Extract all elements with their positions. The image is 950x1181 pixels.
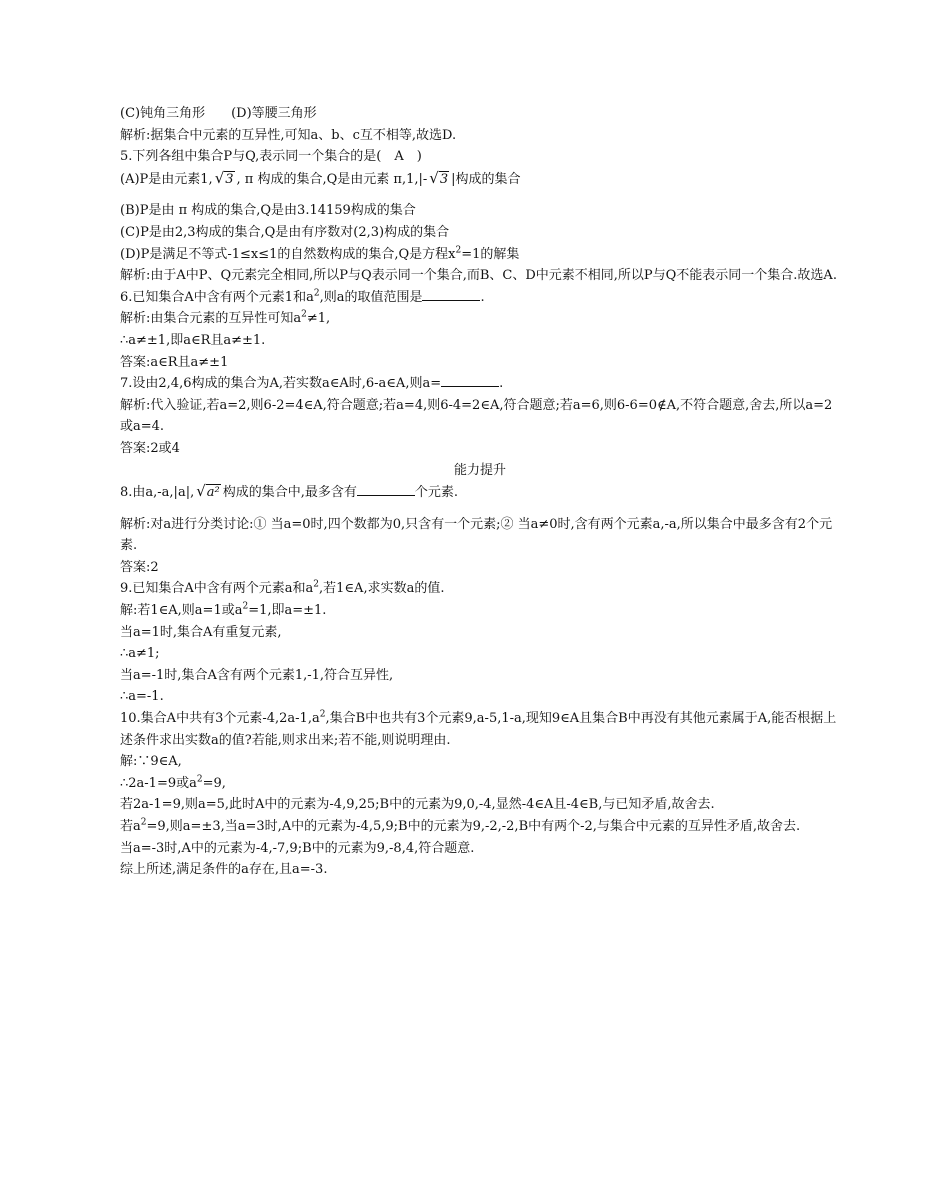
analysis-6: 解析:由集合元素的互异性可知$a^2\ne 1$, xyxy=(120,310,331,327)
text-line: 若2a-1=9,则a=5,此时A中的元素为-4,9,25;B中的元素为9,0,-4,显然-4∈A且-4∈B,与已知矛盾,故舍去. xyxy=(120,797,715,813)
solution-10: 解:∵9∈A, xyxy=(120,754,182,770)
option-c: (C)P是由2,3构成的集合,Q是由有序数对(2,3)构成的集合 xyxy=(120,224,450,240)
text-line: 当a=-1时,集合A含有两个元素1,-1,符合互异性, xyxy=(120,667,394,683)
text-line: 解析:据集合中元素的互异性,可知a、b、c互不相等,故选D. xyxy=(120,127,457,143)
answer-blank xyxy=(357,483,415,496)
text-line: ∴a≠1; xyxy=(120,646,160,662)
text-line: 当a=-3时,A中的元素为-4,-7,9;B中的元素为9,-8,4,符合题意. xyxy=(120,840,475,856)
question-7: 7.设由2,4,6构成的集合为A,若实数a∈A时,6-a∈A,则a= . xyxy=(120,376,504,392)
analysis-8: 解析:对a进行分类讨论:① 当a=0时,四个数都为0,只含有一个元素;② 当a≠0时,含有两个元素a,-a,所以集合中最多含有2个元素. xyxy=(120,516,833,554)
text-line: ∴2a-1=9或$a^2=9$, xyxy=(120,774,226,791)
answer-blank xyxy=(441,374,499,387)
option-d: (D)P是满足不等式-1≤x≤1的自然数构成的集合,Q是方程$x^2=1$的解集 xyxy=(120,245,520,262)
text-line: ∴a=-1. xyxy=(120,689,164,705)
question-5: 5.下列各组中集合P与Q,表示同一个集合的是( A ) xyxy=(120,149,422,165)
analysis-5: 解析:由于A中P、Q元素完全相同,所以P与Q表示同一个集合,而B、C、D中元素不相同,所以P与Q不能表示同一个集合.故选A. xyxy=(120,268,837,284)
sqrt-3: √3 xyxy=(429,168,449,187)
text-line: (C)钝角三角形 (D)等腰三角形 xyxy=(120,106,317,121)
section-heading: 能力提升 xyxy=(453,462,506,478)
option-a: (A)P是由元素1, √3 , π 构成的集合,Q是由元素 π,1,|- √3 |构成的集合 xyxy=(120,168,840,191)
answer-8: 答案:2 xyxy=(120,559,159,575)
answer-6: 答案:a∈R且a≠±1 xyxy=(120,354,229,370)
question-6: 6.已知集合A中含有两个元素1和$a^2$,则a的取值范围是 . xyxy=(120,288,485,305)
sqrt-3: √3 xyxy=(214,168,234,187)
conclusion: 综上所述,满足条件的a存在,且a=-3. xyxy=(120,862,328,878)
text-line: 若$a^2=9$,则a=±3,当a=3时,A中的元素为-4,5,9;B中的元素为9,-2,-2,B中有两个-2,与集合中元素的互异性矛盾,故舍去. xyxy=(120,817,801,834)
option-b: (B)P是由 π 构成的集合,Q是由3.14159构成的集合 xyxy=(120,203,416,219)
solution-9: 解:若1∈A,则a=1或$a^2=1$,即a=±1. xyxy=(120,601,327,619)
document-page xyxy=(120,103,840,881)
analysis-7: 解析:代入验证,若a=2,则6-2=4∈A,符合题意;若a=4,则6-4=2∈A,符合题意;若a=6,则6-6=0∉A,不符合题意,舍去,所以a=2或a=4. xyxy=(120,397,833,435)
text-line: 当a=1时,集合A有重复元素, xyxy=(120,624,282,640)
answer-7: 答案:2或4 xyxy=(120,440,180,456)
sqrt-a-squared: √a² xyxy=(196,482,220,501)
question-10: 10.集合A中共有3个元素$-4,2a-1,a^2$,集合B中也共有3个元素9,a-5,1-a,现知9∈A且集合B中再没有其他元素属于A,能否根据上述条件求出实数a的值?若能,则求出来;若不能,则说明理由. xyxy=(120,709,837,748)
question-9: 9.已知集合A中含有两个元素a和$a^2$,若1∈A,求实数a的值. xyxy=(120,580,445,597)
question-8: 8.由a,-a,|a|, √a² 构成的集合中,最多含有 个元素. xyxy=(120,481,840,504)
answer-blank xyxy=(422,288,480,301)
text-line: ∴a≠±1,即a∈R且a≠±1. xyxy=(120,332,266,348)
